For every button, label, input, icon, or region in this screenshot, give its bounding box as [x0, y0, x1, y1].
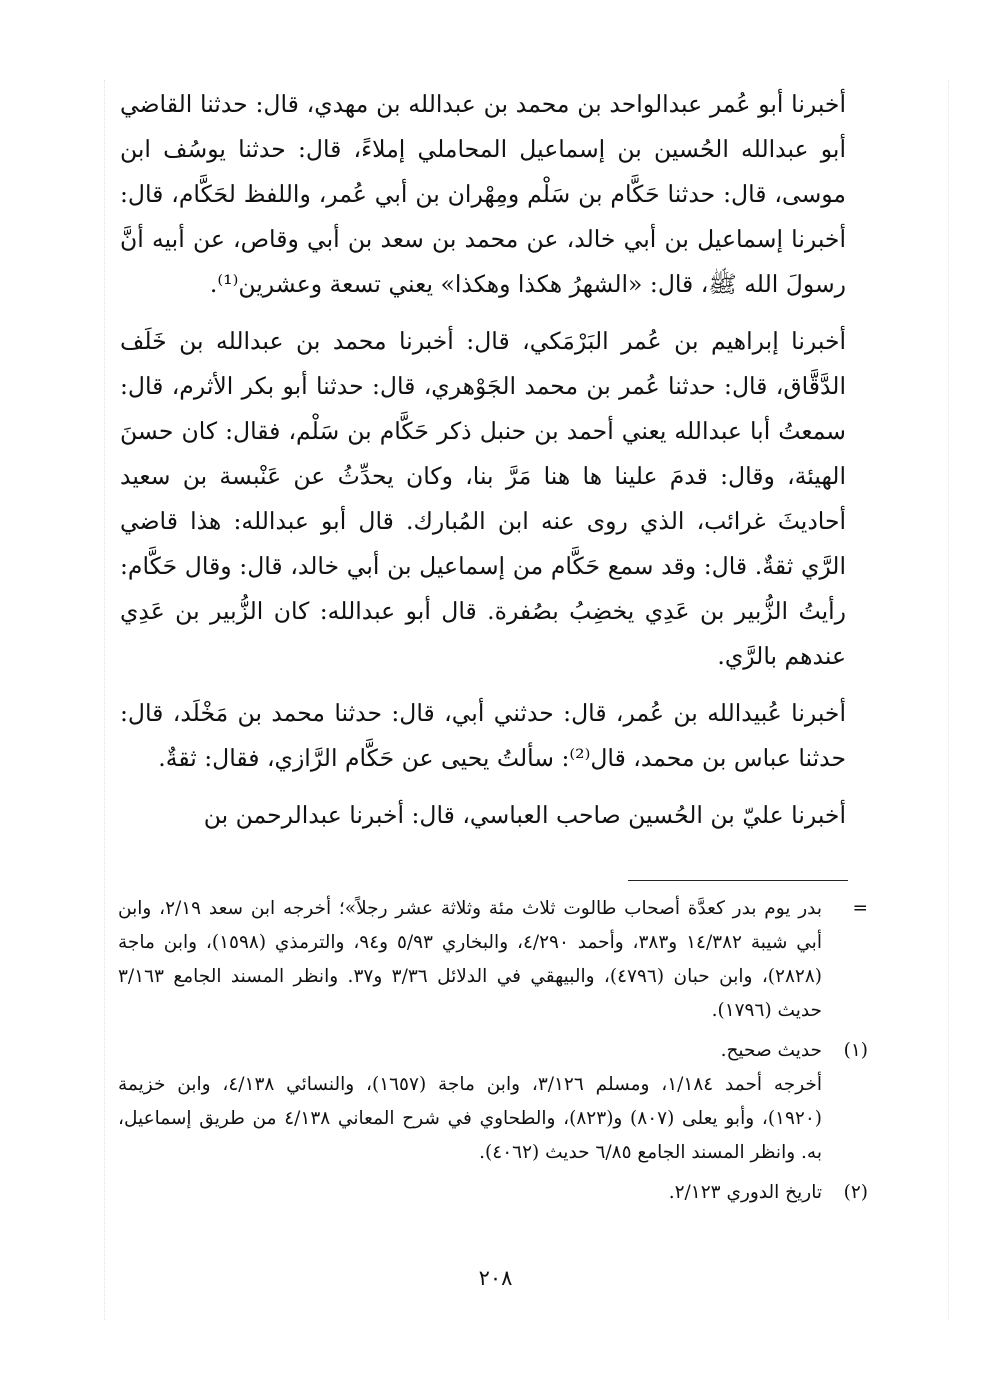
footnote-marker: (١) [843, 1040, 868, 1061]
footnote-divider [628, 880, 848, 881]
paragraph-4: أخبرنا عليّ بن الحُسين صاحب العباسي، قال: أخبرنا عبدالرحمن بن [203, 801, 846, 829]
footnote-text: بدر يوم بدر كعدَّة أصحاب طالوت ثلاث مئة وثلاثة عشر رجلاً»؛ أخرجه ابن سعد ٢/١٩، وابن أبي شيبة ١٤/٣٨٢ و٣٨٣، وأحمد ٤/٢٩٠، والبخاري ٥/٩٣ و٩٤، والترمذي (١٥٩٨)، وابن ماجة (٢٨٢٨)، وابن حبان (٤٧٩٦)، والبيهقي في الدلائل ٣/٣٦ و٣٧. وانظر المسند الجامع ٣/١٦٣ حديث (١٧٩٦). [118, 898, 822, 1021]
footnote-marker: (٢) [843, 1182, 868, 1203]
footnote-2 [118, 1176, 868, 1210]
paragraph-1: أخبرنا أبو عُمر عبدالواحد بن محمد بن عبدالله بن مهدي، قال: حدثنا القاضي أبو عبدالله الحُسين بن إسماعيل المحاملي إملاءً، قال: حدثنا يوسُف ابن موسى، قال: حدثنا حَكَّام بن سَلْم ومِهْران بن أبي عُمر، واللفظ لحَكَّام، قال: أخبرنا إسماعيل بن أبي خالد، عن محمد بن سعد بن أبي وقاص، عن أبيه أنَّ رسولَ الله ﷺ، قال: «الشهرُ هكذا وهكذا» يعني تسعة وعشرين⁽¹⁾. [120, 90, 846, 298]
scan-artifact-right [948, 80, 950, 1320]
footnote-text: تاريخ الدوري ٢/١٢٣. [668, 1182, 822, 1203]
page-number: ٢٠٨ [478, 1266, 513, 1290]
footnotes-block [118, 892, 868, 1216]
footnote-text-detail: أخرجه أحمد ١/١٨٤، ومسلم ٣/١٢٦، وابن ماجة (١٦٥٧)، والنسائي ٤/١٣٨، وابن خزيمة (١٩٢٠)، وأبو يعلى (٨٠٧) و(٨٢٣)، والطحاوي في شرح المعاني ٤/١٣٨ من طريق إسماعيل، به. وانظر المسند الجامع ٦/٨٥ حديث (٤٠٦٢). [118, 1074, 823, 1163]
paragraph-3: أخبرنا عُبيدالله بن عُمر، قال: حدثني أبي، قال: حدثنا محمد بن مَخْلَد، قال: حدثنا عباس بن محمد، قال⁽²⁾: سألتُ يحيى عن حَكَّام الرَّازي، فقال: ثقةٌ. [120, 699, 846, 772]
paragraph-2: أخبرنا إبراهيم بن عُمر البَرْمَكي، قال: أخبرنا محمد بن عبدالله بن خَلَف الدَّقَّاق، قال: حدثنا عُمر بن محمد الجَوْهري، قال: حدثنا أبو بكر الأثرم، قال: سمعتُ أبا عبدالله يعني أحمد بن حنبل ذكر حَكَّام بن سَلْم، فقال: كان حسنَ الهيئة، وقال: قدمَ علينا ها هنا مَرَّ بنا، وكان يحدِّثُ عن عَنْبسة بن سعيد أحاديثَ غرائب، الذي روى عنه ابن المُبارك. قال أبو عبدالله: هذا قاضي الرَّي ثقةٌ. قال: وقد سمع حَكَّام من إسماعيل بن أبي خالد، قال: وقال حَكَّام: رأيتُ الزُّبير بن عَدِي يخضِبُ بصُفرة. قال أبو عبدالله: كان الزُّبير بن عَدِي عندهم بالرَّي. [120, 327, 846, 670]
scan-artifact-left [104, 80, 106, 1320]
main-text-block [120, 82, 846, 850]
footnote-marker: = [852, 898, 868, 919]
footnote-continuation [118, 892, 868, 1028]
footnote-text: حديث صحيح. [720, 1040, 822, 1061]
footnote-1 [118, 1034, 868, 1170]
